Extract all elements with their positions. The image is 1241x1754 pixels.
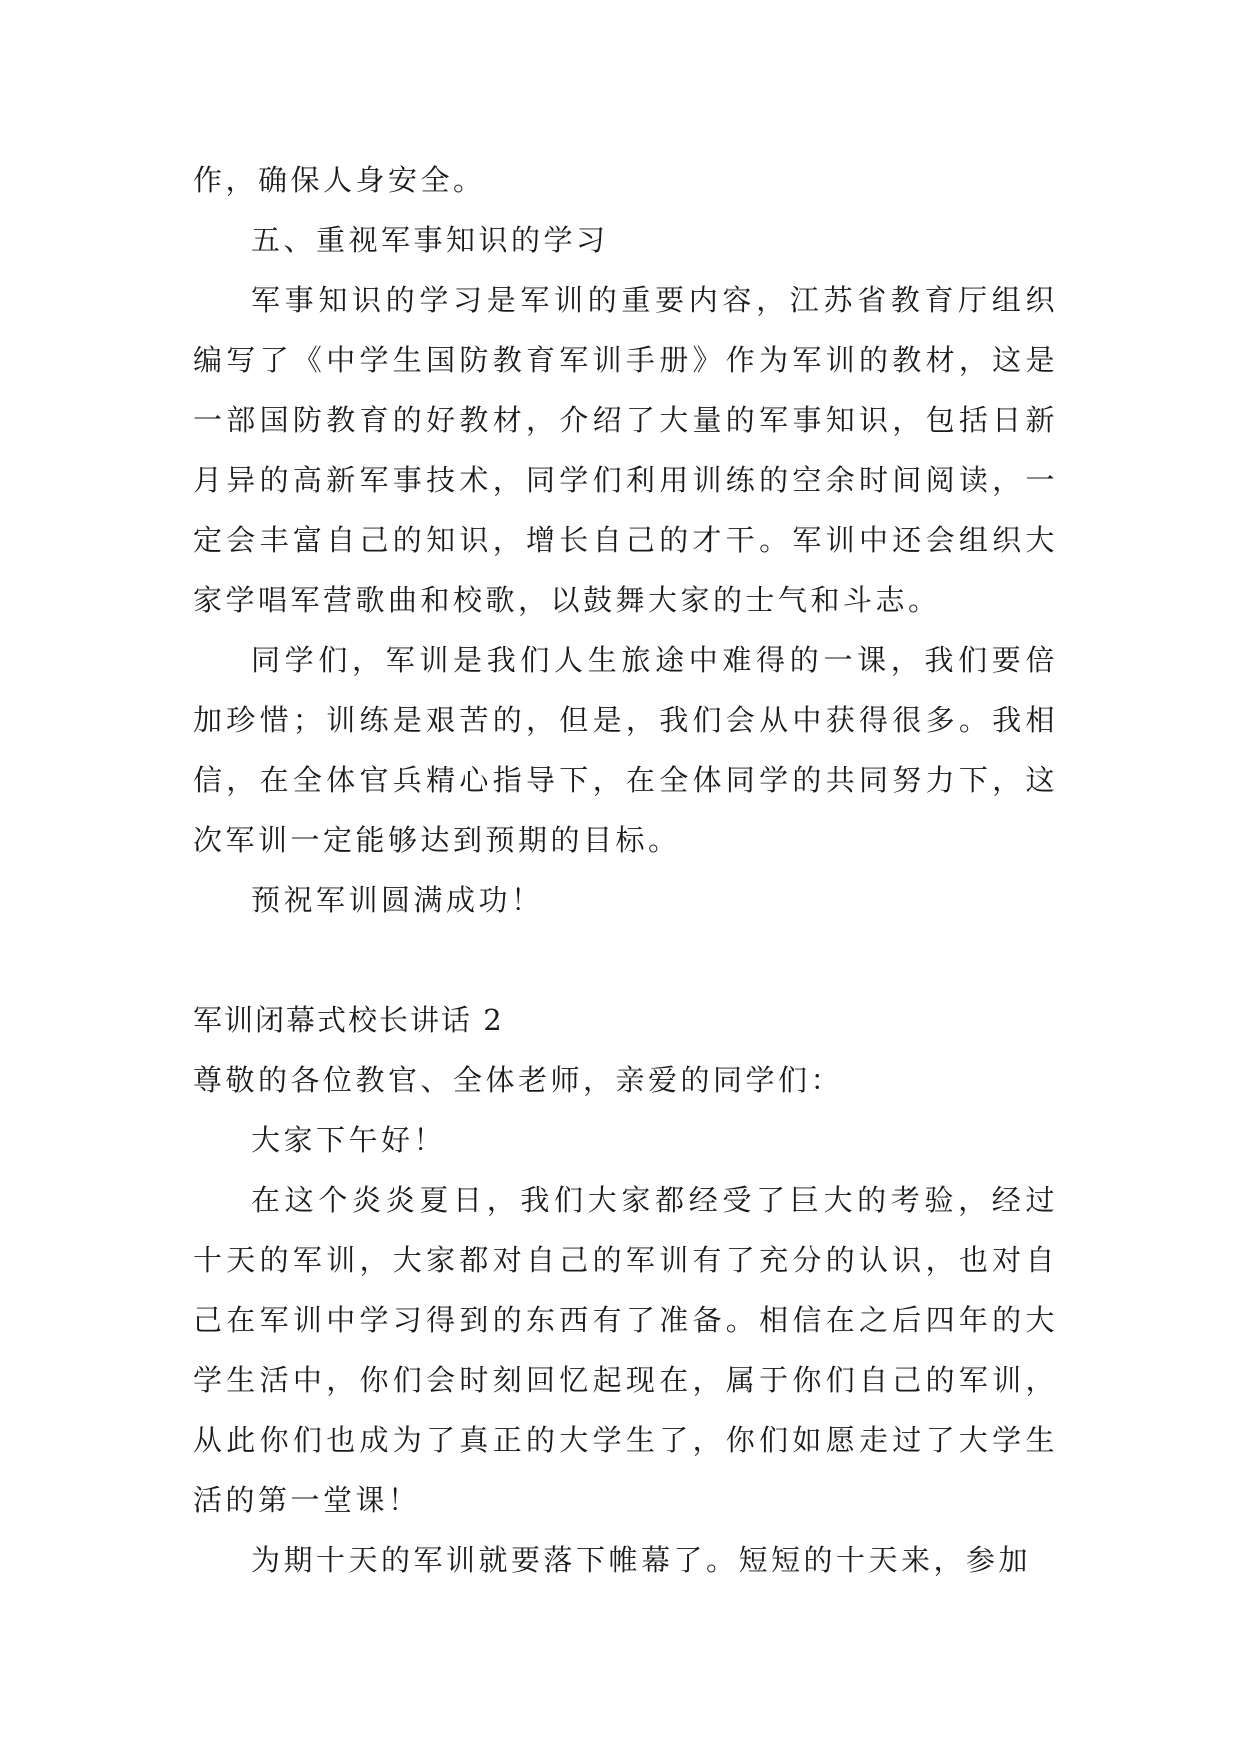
document-body	[193, 150, 1058, 1590]
spacer	[193, 930, 1058, 990]
paragraph: 军事知识的学习是军训的重要内容，江苏省教育厅组织编写了《中学生国防教育军训手册》作为军训的教材，这是一部国防教育的好教材，介绍了大量的军事知识，包括日新月异的高新军事技术，同学们利用训练的空余时间阅读，一定会丰富自己的知识，增长自己的才干。军训中还会组织大家学唱军营歌曲和校歌，以鼓舞大家的士气和斗志。	[193, 283, 1058, 617]
closing-wish: 预祝军训圆满成功！	[251, 883, 544, 917]
paragraph-continuation: 作，确保人身安全。	[193, 163, 486, 197]
paragraph: 在这个炎炎夏日，我们大家都经受了巨大的考验，经过十天的军训，大家都对自己的军训有了充分的认识，也对自己在军训中学习得到的东西有了准备。相信在之后四年的大学生活中，你们会时刻回忆起现在，属于你们自己的军训，从此你们也成为了真正的大学生了，你们如愿走过了大学生活的第一堂课！	[193, 1183, 1058, 1517]
salutation: 尊敬的各位教官、全体老师，亲爱的同学们：	[193, 1063, 844, 1097]
greeting: 大家下午好！	[251, 1123, 447, 1157]
document-title: 军训闭幕式校长讲话 2	[193, 1003, 504, 1037]
paragraph: 为期十天的军训就要落下帷幕了。短短的十天来，参加	[251, 1543, 1032, 1577]
paragraph: 同学们，军训是我们人生旅途中难得的一课，我们要倍加珍惜；训练是艰苦的，但是，我们会从中获得很多。我相信，在全体官兵精心指导下，在全体同学的共同努力下，这次军训一定能够达到预期的目标。	[193, 643, 1058, 857]
section-heading: 五、重视军事知识的学习	[251, 223, 609, 257]
